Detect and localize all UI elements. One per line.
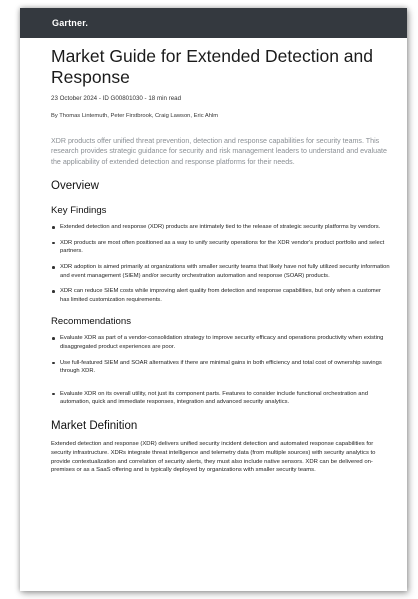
list-item: XDR adoption is aimed primarily at organizations with smaller security teams that likely have not fully utilized security information and event management (SIEM) and/or security orchestration automation and response (SOAR) products. — [51, 263, 391, 280]
document-content — [51, 46, 391, 475]
list-item: XDR can reduce SIEM costs while improving alert quality from detection and response capabilities, but only when a customer has limited customization requirements. — [51, 287, 391, 304]
list-item: Extended detection and response (XDR) products are intimately tied to the release of strategic security platforms by vendors. — [51, 223, 391, 232]
overview-heading: Overview — [51, 180, 99, 193]
gartner-logo[interactable]: Gartner. — [52, 18, 89, 28]
document-page — [20, 8, 407, 591]
recommendations-list — [51, 334, 391, 407]
document-meta: 23 October 2024 - ID G00801030 - 18 min read — [51, 95, 182, 102]
list-item: Evaluate XDR as part of a vendor-consolidation strategy to improve security efficacy and operations productivity when existing disaggregated product experiences are poor. — [51, 334, 391, 351]
document-summary: XDR products offer unified threat prevention, detection and response capabilities for security teams. This research provides strategic guidance for security and risk management leaders to understand and evaluate the applicability of extended detection and response platforms for their needs. — [51, 137, 387, 166]
key-findings-heading: Key Findings — [51, 205, 107, 217]
key-findings-list — [51, 223, 391, 304]
list-item: Evaluate XDR on its overall utility, not just its component parts. Features to consider include functional orchestration and automation, quick and immediate responses, integration and advanced security analytics. — [51, 390, 391, 407]
document-title: Market Guide for Extended Detection and Response — [51, 46, 373, 87]
market-definition-text: Extended detection and response (XDR) delivers unified security incident detection and automated response capabilities for security infrastructure. XDRs integrate threat intelligence and telemetry data (from multiple sources) with security analytics to provide contextualization and correlation of security alerts, they must also include native sensors. XDR can be delivered on-premises or as a SaaS offering and is typically deployed by organizations with smaller security teams. — [51, 440, 376, 474]
market-definition-heading: Market Definition — [51, 419, 138, 432]
recommendations-heading: Recommendations — [51, 316, 131, 328]
header-bar — [20, 8, 407, 38]
list-item: Use full-featured SIEM and SOAR alternatives if there are minimal gains in both efficiency and total cost of ownership savings through XDR. — [51, 359, 391, 376]
list-item: XDR products are most often positioned as a way to unify security operations for the XDR vendor's product portfolio and select partners. — [51, 239, 391, 256]
document-authors: By Thomas Lintemuth, Peter Firstbrook, Craig Lawson, Eric Ahlm — [51, 113, 219, 119]
